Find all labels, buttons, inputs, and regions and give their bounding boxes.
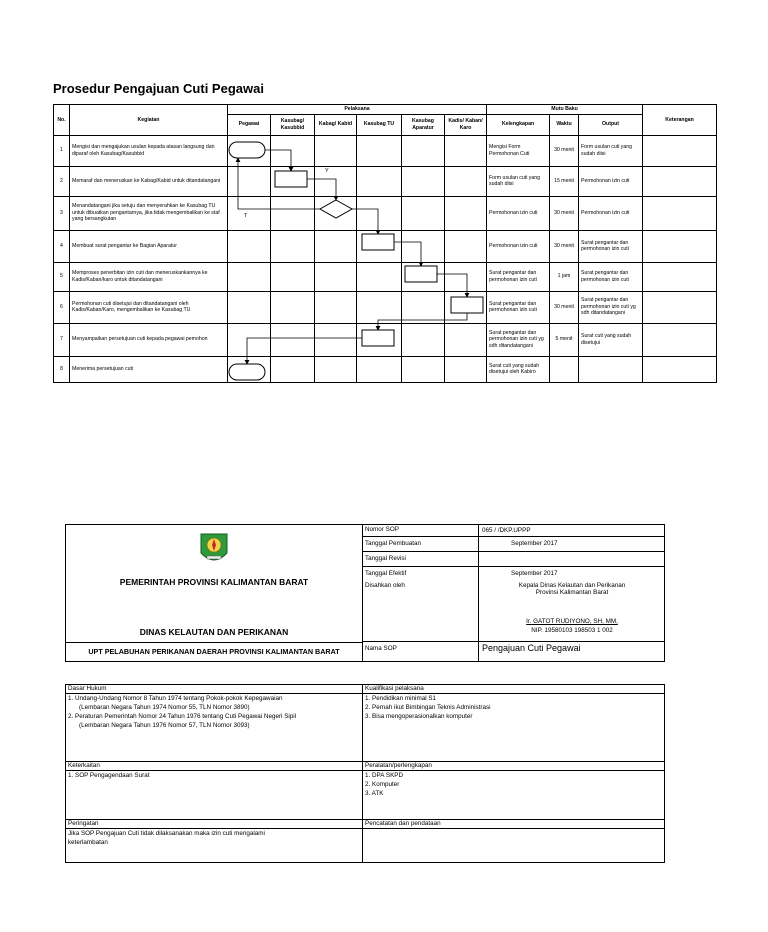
row-number: 3	[54, 196, 70, 230]
actor-cell	[402, 230, 445, 262]
row-kelengkapan: Permohonan izin cuti	[487, 230, 550, 262]
approval-block	[478, 581, 665, 641]
row-number: 8	[54, 356, 70, 382]
actor-cell	[228, 135, 271, 166]
actor-cell	[271, 166, 315, 196]
col-keterangan: Keterangan	[643, 105, 717, 136]
actor-cell	[445, 262, 487, 291]
org-name: PEMERINTAH PROVINSI KALIMANTAN BARAT	[119, 577, 309, 587]
row-kelengkapan: Form usulan cuti yang sudah diisi	[487, 166, 550, 196]
sop-fields-panel	[363, 525, 665, 661]
list-item: 2. Peraturan Pemerintah Nomor 24 Tahun 1976 tentang Cuti Pegawai Negeri Sipil	[68, 713, 297, 720]
field-value: September 2017	[478, 567, 665, 581]
actor-cell	[315, 323, 357, 356]
actor-cell	[271, 262, 315, 291]
actor-cell	[357, 356, 402, 382]
warning-line: keterlambatan	[68, 839, 108, 846]
actor-cell	[402, 166, 445, 196]
procedure-row	[54, 323, 717, 356]
dasar-hukum-label: Dasar Hukum	[66, 685, 362, 694]
col-kegiatan: Kegiatan	[70, 105, 228, 136]
kualifikasi-label: Kualifikasi pelaksana	[363, 685, 664, 694]
col-mutu-baku: Mutu Baku	[487, 105, 643, 115]
page-title: Prosedur Pengajuan Cuti Pegawai	[53, 81, 264, 96]
actor-cell	[445, 135, 487, 166]
mutu-header: Waktu	[550, 114, 579, 135]
actor-cell	[271, 323, 315, 356]
actor-cell	[228, 196, 271, 230]
sop-name-label: Nama SOP	[365, 645, 397, 652]
row-keterangan	[643, 196, 717, 230]
row-output	[579, 356, 643, 382]
row-activity: Memproses penerbitan izin cuti dan meneruskankannya ke Kadis/Kaban/karo untuk ditandatangani	[70, 262, 228, 291]
procedure-row	[54, 291, 717, 323]
row-output: Form usulan cuti yang sudah diisi	[579, 135, 643, 166]
row-activity: Memaraf dan meneruskan ke Kabag/Kabid untuk ditandatangani	[70, 166, 228, 196]
sop-identity-box	[65, 524, 665, 662]
actor-cell	[402, 323, 445, 356]
flow-label-no: T	[244, 213, 248, 219]
actor-cell	[315, 230, 357, 262]
sop-details-box	[65, 684, 665, 863]
approver-nip: NIP. 19580103 198503 1 002	[531, 627, 613, 634]
row-activity: Membuat surat pengantar ke Bagian Aparatur	[70, 230, 228, 262]
row-number: 4	[54, 230, 70, 262]
procedure-row	[54, 230, 717, 262]
approval-row	[363, 581, 665, 642]
province-emblem-icon	[197, 531, 231, 567]
actor-header: Pegawai	[228, 114, 271, 135]
actor-cell	[228, 230, 271, 262]
keterkaitan-list	[66, 771, 362, 780]
actor-cell	[402, 291, 445, 323]
peringatan-label: Peringatan	[66, 820, 362, 829]
row-number: 2	[54, 166, 70, 196]
row-keterangan	[643, 230, 717, 262]
actor-cell	[357, 196, 402, 230]
list-item: 3. Bisa mengoperasionalkan komputer	[365, 713, 473, 720]
actor-header: Kabag/ Kabid	[315, 114, 357, 135]
kualifikasi-list	[363, 694, 664, 721]
row-output: Surat pengantar dan permohonan izin cuti yg sdh ditandatangani	[579, 291, 643, 323]
sop-field-row	[363, 537, 665, 552]
list-item: 1. SOP Pengagendaan Surat	[68, 772, 150, 779]
actor-cell	[357, 291, 402, 323]
actor-cell	[315, 166, 357, 196]
actor-cell	[315, 135, 357, 166]
mutu-header: Output	[579, 114, 643, 135]
procedure-row	[54, 196, 717, 230]
dept-name: DINAS KELAUTAN DAN PERIKANAN	[139, 627, 289, 637]
row-keterangan	[643, 323, 717, 356]
actor-cell	[315, 356, 357, 382]
actor-header: Kadis/ Kaban/ Karo	[445, 114, 487, 135]
field-label: Tanggal Efektif	[365, 570, 407, 577]
actor-cell	[357, 262, 402, 291]
pencatatan-section	[363, 820, 664, 862]
sop-name-row	[363, 642, 665, 661]
list-item: 3. ATK	[365, 790, 384, 797]
actor-cell	[315, 262, 357, 291]
actor-cell	[445, 291, 487, 323]
field-value: 065 / /DKP.UPPP	[478, 525, 665, 536]
actor-cell	[271, 230, 315, 262]
actor-cell	[228, 291, 271, 323]
peralatan-section	[363, 762, 664, 820]
field-label: Tanggal Revisi	[365, 555, 406, 562]
list-item: 2. Komputer	[365, 781, 400, 788]
row-waktu: 30 menit	[550, 230, 579, 262]
row-number: 5	[54, 262, 70, 291]
actor-cell	[402, 135, 445, 166]
row-kelengkapan: Surat cuti yang sudah disetujui oleh Kabiro	[487, 356, 550, 382]
row-waktu: 30 menit	[550, 135, 579, 166]
actor-header: Kasubag TU	[357, 114, 402, 135]
actor-cell	[357, 230, 402, 262]
actor-cell	[271, 196, 315, 230]
row-kelengkapan: Surat pengantar dan permohonan izin cuti yg sdh ditandatangani	[487, 323, 550, 356]
actor-cell	[445, 356, 487, 382]
approver-title-2: Provinsi Kalimantan Barat	[535, 589, 609, 596]
row-output: Surat pengantar dan permohonan izin cuti	[579, 262, 643, 291]
dasar-hukum-list	[66, 694, 362, 730]
row-kelengkapan: Permohonan izin cuti	[487, 196, 550, 230]
row-output: Surat cuti yang sudah disetujui	[579, 323, 643, 356]
row-output: Surat pengantar dan permohonan izin cuti	[579, 230, 643, 262]
peringatan-text	[66, 829, 362, 847]
actor-cell	[445, 196, 487, 230]
actor-cell	[228, 166, 271, 196]
row-kelengkapan: Surat pengantar dan permohonan izin cuti	[487, 262, 550, 291]
procedure-row	[54, 135, 717, 166]
sop-org-panel	[66, 525, 363, 661]
sop-field-row	[363, 552, 665, 567]
actor-cell	[445, 230, 487, 262]
actor-cell	[445, 166, 487, 196]
row-waktu: 5 menit	[550, 323, 579, 356]
row-activity: Menandatangani jika setuju dan menyerahkan ke Kasubag TU untuk dibuatkan pengantarnya, jika tidak mengembalikan ke staf yang bersangkutan	[70, 196, 228, 230]
approved-label: Disahkan oleh	[365, 582, 405, 589]
sop-name: Pengajuan Cuti Pegawai	[478, 642, 665, 661]
actor-cell	[315, 291, 357, 323]
row-number: 7	[54, 323, 70, 356]
row-kelengkapan: Surat pengantar dan permohonan izin cuti	[487, 291, 550, 323]
list-item: (Lembaran Negara Tahun 1976 Nomor 57, TLN Nomor 3093)	[79, 722, 250, 729]
field-label: Nomor SOP	[365, 526, 399, 533]
mutu-header: Kelengkapan	[487, 114, 550, 135]
actor-cell	[228, 356, 271, 382]
peralatan-label: Peralatan/perlengkapan	[363, 762, 664, 771]
row-activity: Menyampaikan persetujuan cuti kepada pegawai pemohon	[70, 323, 228, 356]
col-pelaksana: Pelaksana	[228, 105, 487, 115]
row-waktu: 30 menit	[550, 196, 579, 230]
actor-cell	[315, 196, 357, 230]
row-kelengkapan: Mengisi Form Permohonan Cuti	[487, 135, 550, 166]
actor-cell	[228, 262, 271, 291]
list-item: 1. DPA SKPD	[365, 772, 404, 779]
procedure-row	[54, 166, 717, 196]
row-number: 1	[54, 135, 70, 166]
row-keterangan	[643, 262, 717, 291]
actor-header: Kasubag Aparatur	[402, 114, 445, 135]
row-number: 6	[54, 291, 70, 323]
actor-cell	[402, 262, 445, 291]
actor-cell	[228, 323, 271, 356]
field-value	[478, 552, 665, 566]
sop-field-row	[363, 525, 665, 537]
row-keterangan	[643, 356, 717, 382]
row-waktu	[550, 356, 579, 382]
actor-cell	[445, 323, 487, 356]
pencatatan-label: Pencatatan dan pendataan	[363, 820, 664, 829]
actor-cell	[402, 196, 445, 230]
sop-field-row	[363, 567, 665, 581]
peringatan-section	[66, 820, 363, 862]
row-waktu: 1 jam	[550, 262, 579, 291]
flow-label-yes: Y	[325, 168, 329, 174]
actor-cell	[357, 166, 402, 196]
actor-cell	[402, 356, 445, 382]
procedure-table	[53, 104, 717, 383]
procedure-row	[54, 356, 717, 382]
actor-cell	[357, 323, 402, 356]
list-item: (Lembaran Negara Tahun 1974 Nomor 55, TLN Nomor 3890)	[79, 704, 250, 711]
field-value: September 2017	[478, 537, 665, 551]
row-keterangan	[643, 135, 717, 166]
list-item: 1. Undang-Undang Nomor 8 Tahun 1974 tentang Pokok-pokok Kepegawaian	[68, 695, 283, 702]
keterkaitan-label: Keterkaitan	[66, 762, 362, 771]
col-no: No.	[54, 105, 70, 136]
kualifikasi-section	[363, 685, 664, 762]
field-label: Tanggal Pembuatan	[365, 540, 422, 547]
row-activity: Permohonan cuti disetujui dan ditandatangani oleh Kadis/Kaban/Karo, mengembalikan ke Kasubag TU	[70, 291, 228, 323]
actor-cell	[271, 291, 315, 323]
approver-name: Ir. GATOT RUDIYONO, SH, MM,	[526, 618, 618, 625]
keterkaitan-section	[66, 762, 363, 820]
actor-cell	[271, 356, 315, 382]
procedure-row	[54, 262, 717, 291]
row-waktu: 30 menit	[550, 291, 579, 323]
list-item: 1. Pendidikan minimal S1	[365, 695, 437, 702]
row-keterangan	[643, 291, 717, 323]
row-keterangan	[643, 166, 717, 196]
approver-title-1: Kepala Dinas Kelautan dan Perikanan	[518, 582, 626, 589]
list-item: 2. Pernah ikut Bimbingan Teknis Administrasi	[365, 704, 491, 711]
row-waktu: 15 menit	[550, 166, 579, 196]
warning-line: Jika SOP Pengajuan Cuti tidak dilaksanakan maka izin cuti mengalami	[68, 830, 265, 837]
actor-header: Kasubag/ Kasubbid	[271, 114, 315, 135]
actor-cell	[271, 135, 315, 166]
actor-cell	[357, 135, 402, 166]
row-output: Permohonan izin cuti	[579, 196, 643, 230]
row-activity: Menerima persetujuan cuti	[70, 356, 228, 382]
row-output: Permohonan izin cuti	[579, 166, 643, 196]
peralatan-list	[363, 771, 664, 798]
row-activity: Mengisi dan mengajukan usulan kepada atasan langsung dan diparaf oleh Kasubag/Kasubbid	[70, 135, 228, 166]
dasar-hukum-section	[66, 685, 363, 762]
unit-name: UPT PELABUHAN PERIKANAN DAERAH PROVINSI KALIMANTAN BARAT	[66, 642, 362, 661]
